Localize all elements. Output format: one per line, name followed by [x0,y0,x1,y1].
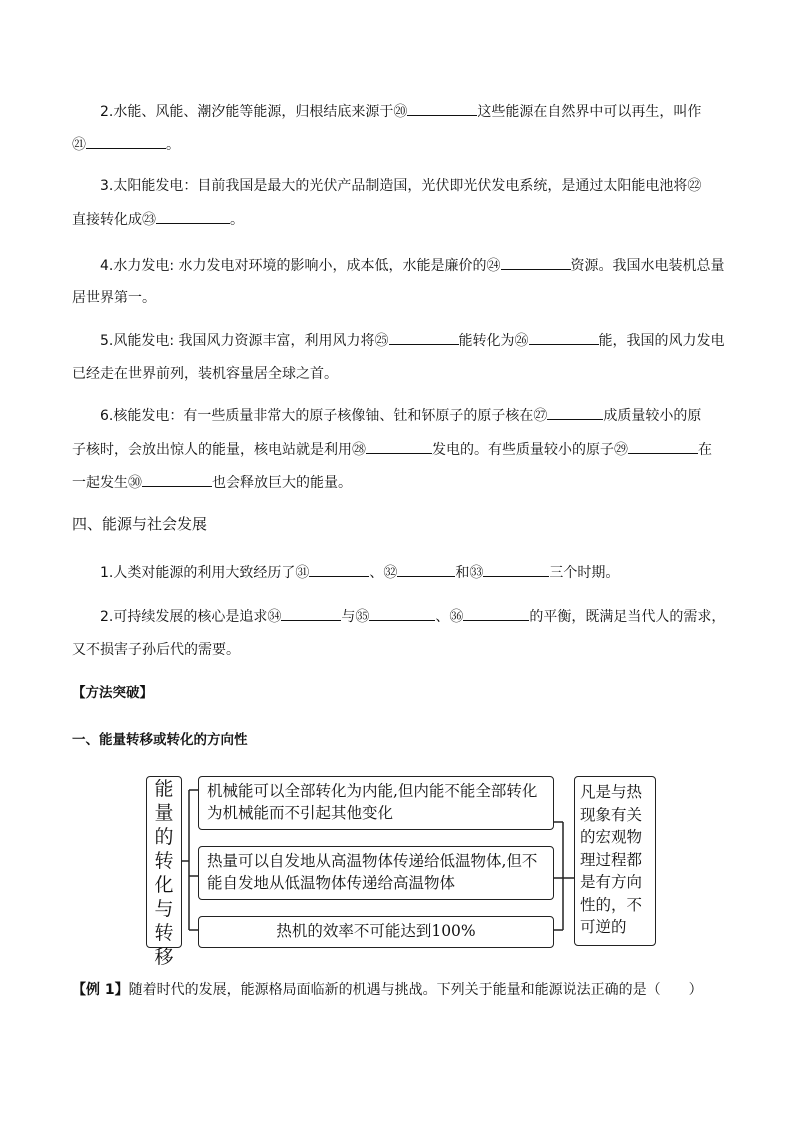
p4-line1: 4.水力发电: 水力发电对环境的影响小，成本低，水能是廉价的㉔ 资源。我国水电装机总量 [100,255,725,276]
p2-line2: ㉑ 。 [72,134,180,155]
s4-p1: 1.人类对能源的利用大致经历了㉛ 、㉜ 和㉝ 三个时期。 [100,562,619,583]
diagram-right-conclusion: 凡是与热现象有关的宏观物理过程都是有方向性的，不可逆的 [574,776,656,946]
diagram-item-2: 热量可以自发地从高温物体传递给低温物体,但不能自发地从低温物体传递给高温物体 [198,846,554,900]
p4-line2: 居世界第一。 [72,290,156,306]
p6-line2: 子核时，会放出惊人的能量，核电站就是利用㉘ 发电的。有些质量较小的原子㉙ 在 [72,439,712,460]
section4-heading: 四、能源与社会发展 [72,515,208,533]
p3-line1: 3.太阳能发电：目前我国是最大的光伏产品制造国，光伏即光伏发电系统，是通过太阳能电池将㉒ [100,178,702,194]
p5-line2: 已经走在世界前列，装机容量居全球之首。 [72,366,338,382]
s4-p2-line1: 2.可持续发展的核心是追求㉞ 与㉟ 、㊱ 的平衡，既满足当代人的需求， [100,606,725,627]
diagram-item-3: 热机的效率不可能达到100% [198,916,554,948]
example1: 【例 1】随着时代的发展，能源格局面临新的机遇与挑战。下列关于能量和能源说法正确的是（ ） [72,982,703,998]
method-heading: 【方法突破】 [72,685,153,701]
s4-p2-line2: 又不损害子孙后代的需要。 [72,642,240,658]
diagram-left-title: 能 量 的 转 化 与 转 移 [146,776,182,948]
p2-line1: 2.水能、风能、潮汐能等能源，归根结底来源于⑳ 这些能源在自然界中可以再生，叫作 [100,101,701,122]
p6-line3: 一起发生㉚ 也会释放巨大的能量。 [72,472,352,493]
method-subheading: 一、能量转移或转化的方向性 [72,732,248,748]
diagram-item-1: 机械能可以全部转化为内能,但内能不能全部转化为机械能而不引起其他变化 [198,776,554,830]
p5-line1: 5.风能发电: 我国风力资源丰富，利用风力将㉕ 能转化为㉖ 能，我国的风力发电 [100,330,725,351]
p6-line1: 6.核能发电：有一些质量非常大的原子核像铀、钍和钚原子的原子核在㉗ 成质量较小的原 [100,405,701,426]
p3-line2: 直接转化成㉓ 。 [72,209,244,230]
